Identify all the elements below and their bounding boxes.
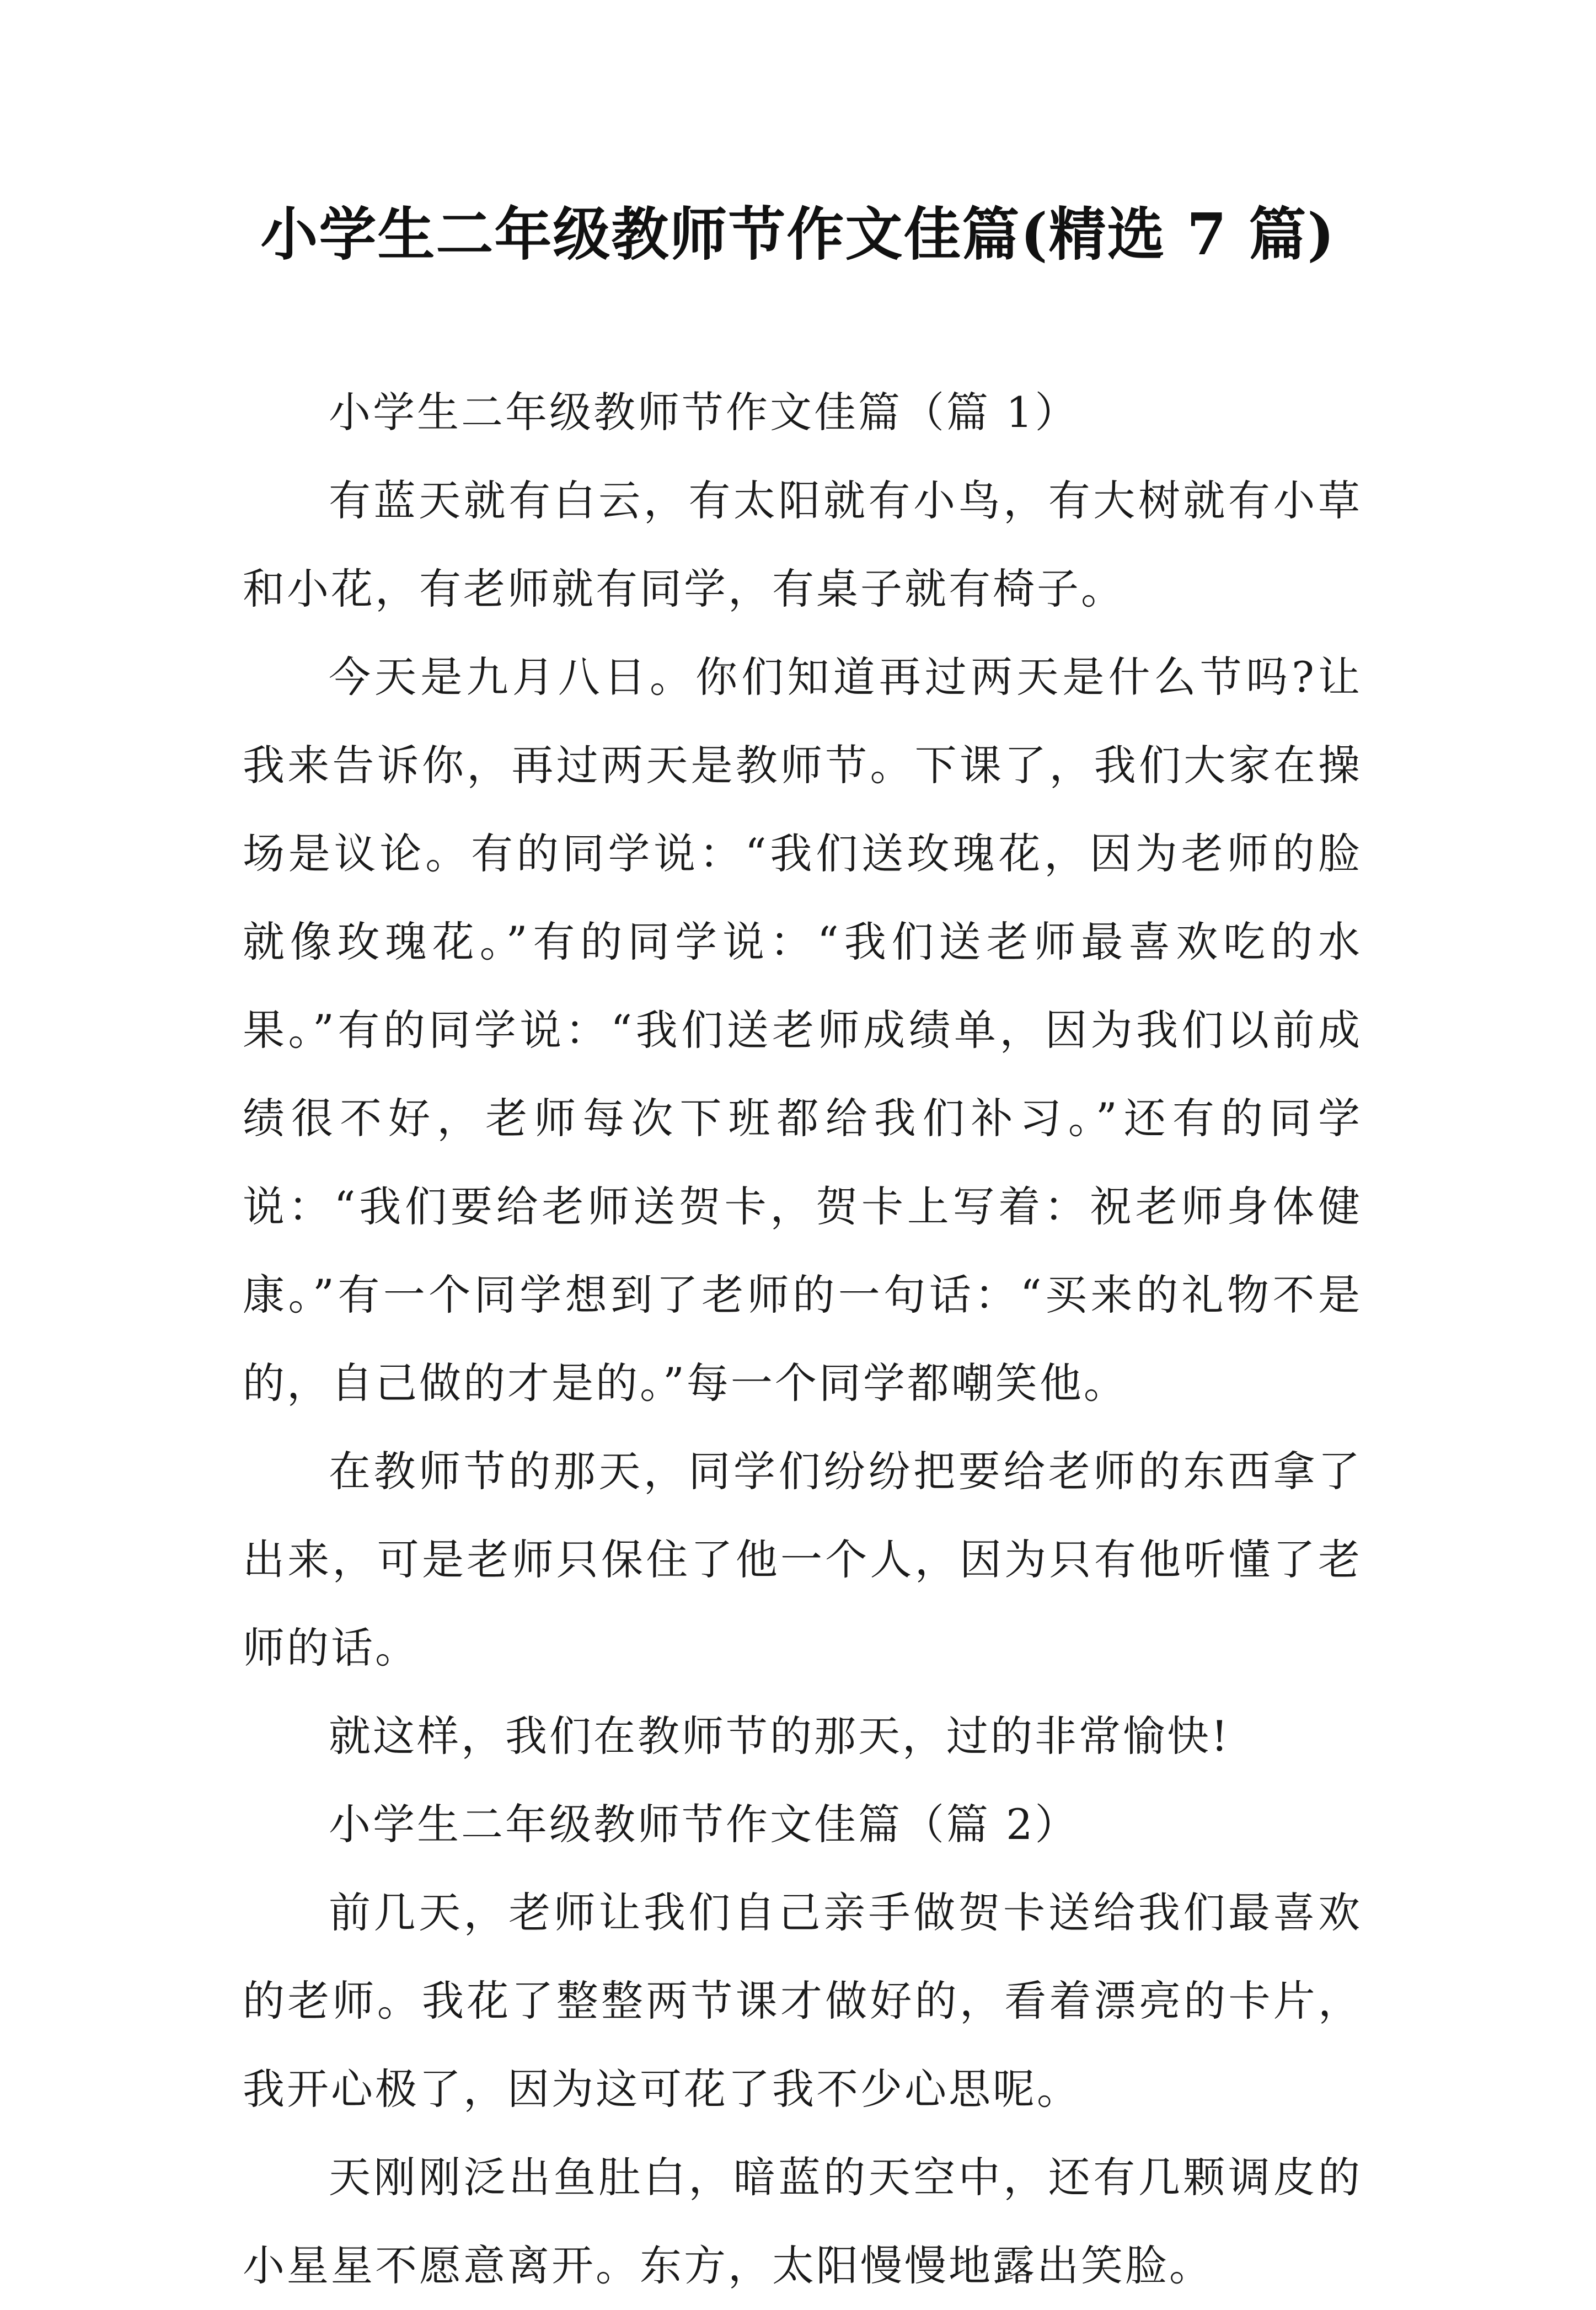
- document-title: 小学生二年级教师节作文佳篇(精选 7 篇): [260, 200, 1336, 268]
- paragraph: 有蓝天就有白云，有太阳就有小鸟，有大树就有小草和小花，有老师就有同学，有桌子就有椅子。: [243, 476, 1362, 613]
- paragraph: 今天是九月八日。你们知道再过两天是什么节吗?让我来告诉你，再过两天是教师节。下课了，我们大家在操场是议论。有的同学说：“我们送玫瑰花，因为老师的脸就像玫瑰花。”有的同学说：“我们送老师最喜欢吃的水果。”有的同学说：“我们送老师成绩单，因为我们以前成绩很不好，老师每次下班都给我们补习。”还有的同学说：“我们要给老师送贺卡，贺卡上写着：祝老师身体健康。”有一个同学想到了老师的一句话：“买来的礼物不是的，自己做的才是的。”每一个同学都嘲笑他。: [243, 653, 1362, 1408]
- section-heading-2: 小学生二年级教师节作文佳篇（篇 2）: [329, 1800, 1079, 1849]
- paragraph: 前几天，老师让我们自己亲手做贺卡送给我们最喜欢的老师。我花了整整两节课才做好的，看着漂亮的卡片，我开心极了，因为这可花了我不少心思呢。: [243, 1888, 1362, 2114]
- paragraph: 天刚刚泛出鱼肚白，暗蓝的天空中，还有几颗调皮的小星星不愿意离开。东方，太阳慢慢地露出笑脸。: [243, 2153, 1362, 2290]
- section-heading-1: 小学生二年级教师节作文佳篇（篇 1）: [329, 388, 1079, 437]
- paragraph: 就这样，我们在教师节的那天，过的非常愉快!: [329, 1712, 1230, 1761]
- document-body: [243, 368, 1362, 2310]
- paragraph: 在教师节的那天，同学们纷纷把要给老师的东西拿了出来，可是老师只保住了他一个人，因为只有他听懂了老师的话。: [243, 1447, 1362, 1672]
